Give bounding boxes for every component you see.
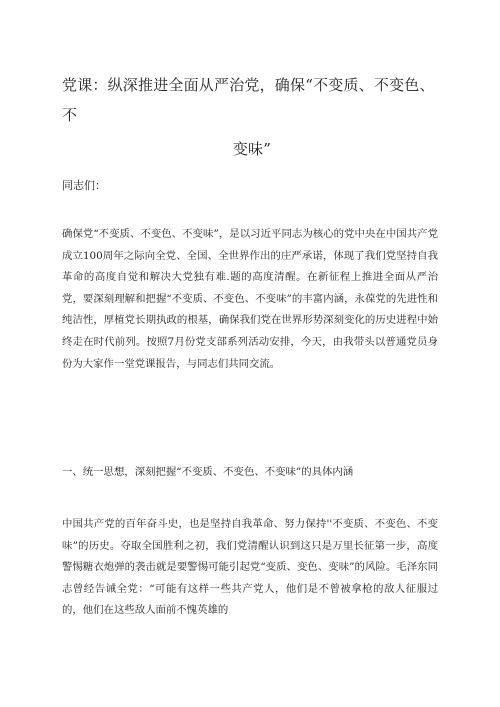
paragraph-intro: 确保党“不变质、不变色、不变味”，是以习近平同志为核心的党中央在中国共产党成立100周年之际向全党、全国、全世界作出的庄严承诺，体现了我们党坚持自我革命的高度自觉和解决大党独有难.题的高度清醒。在新征程上推进全面从严治党，要深刻理解和把握“不变质、不变色、不变味”的丰富内涵，永葆党的先进性和纯洁性，厚植党长期执政的根基，确保我们党在世界形势深刻变化的历史进程中始终走在时代前列。按照7月份党支部系列活动安排，今天，由我带头以普通党员身份为大家作一堂党课报告，与同志们共同交流。 bbox=[62, 228, 438, 370]
document-title bbox=[62, 70, 442, 164]
section-heading-1: 一、统一思想，深刻把握“不变质、不变色、不变味”的具体内涵 bbox=[62, 466, 354, 478]
greeting: 同志们： bbox=[62, 179, 106, 192]
title-line-2: 变味” bbox=[232, 140, 272, 158]
title-line-1: 党课：纵深推进全面从严治党，确保“不变质、不变色、不 bbox=[62, 76, 435, 124]
paragraph-section-1: 中国共产党的百年奋斗史，也是坚持自我革命、努力保持''不变质、不变色、不变味”的历史。夺取全国胜利之初，我们党清醒认识到这只是万里长征第一步，高度警惕糖衣炮弹的袭击就是要警惕可能引起党“变质、变色、变味”的风险。毛泽东同志曾经告诫全党：“可能有这样一些共产党人，他们是不曾被拿枪的敌人征服过的，他们在这些敌人面前不愧英雄的 bbox=[62, 518, 438, 617]
